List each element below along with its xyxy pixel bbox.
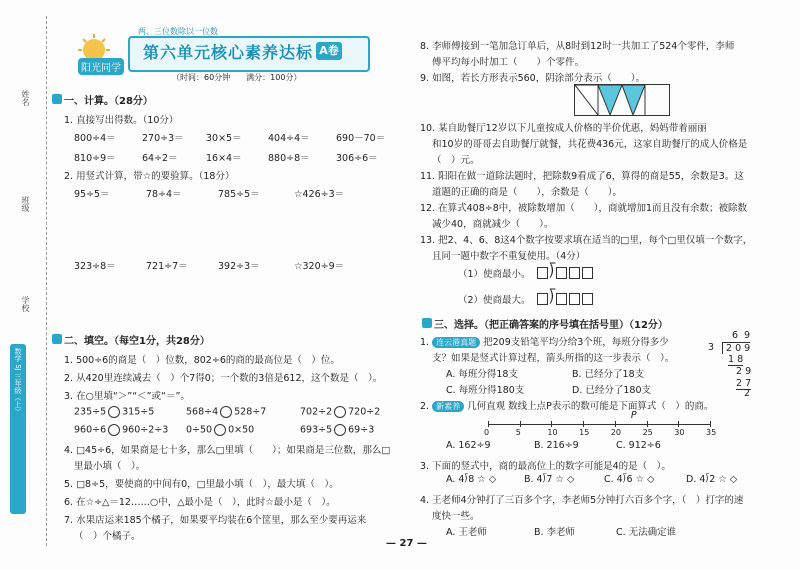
school-label: 学校 xyxy=(21,296,30,312)
calc-cell: 306÷6＝ xyxy=(336,153,378,164)
side-tag: 数学 SJ 三年级（上） xyxy=(10,344,26,514)
axis-tick xyxy=(583,421,584,427)
option[interactable]: B. 216÷9 xyxy=(534,440,579,451)
calc-cell: 785÷5＝ xyxy=(218,189,260,200)
number-line xyxy=(484,410,717,440)
source-tag: 连云港真题 xyxy=(432,337,480,348)
section3-header: 三、选择。（把正确答案的序号填在括号里）（12分） xyxy=(434,320,668,331)
axis-tick-label: 25 xyxy=(642,428,653,437)
page-number: — 27 — xyxy=(386,538,427,549)
calc-cell: 270÷3＝ xyxy=(142,133,184,144)
option[interactable]: C. 无法确定谁 xyxy=(616,527,677,538)
axis-tick-label: 20 xyxy=(610,428,622,437)
s2-q1: 1. 500÷6的商是（ ）位数，802÷6的商的最高位是（ ）位。 xyxy=(64,355,340,366)
axis-tick-label: 0 xyxy=(484,428,490,437)
axis-tick-label: 15 xyxy=(579,428,590,437)
r-q10b: 和10岁的哥哥去自助餐厅就餐，共花费436元，这家自助餐厅的成人价格是 xyxy=(432,139,748,150)
version-badge: A卷 xyxy=(316,42,342,60)
page-title: 第六单元核心素养达标 xyxy=(143,43,314,62)
calc-cell: 810÷9＝ xyxy=(74,153,116,164)
s2-q3: 3. 在○里填“＞”“＜”或“＝”。 xyxy=(64,391,190,402)
s2-q7b: （ ）个橘子。 xyxy=(74,531,141,542)
r-q8b: 傅平均每小时加工（ ）个零件。 xyxy=(432,57,585,68)
s3-q1a: 1. 连云港真题 把209支铅笔平均分给3个班，每班分得多少 xyxy=(420,337,669,348)
compare-item: 0÷50 0×50 xyxy=(186,424,255,436)
compare-circle[interactable] xyxy=(220,406,232,418)
option[interactable]: D. 已经分了180支 xyxy=(572,385,651,396)
compare-item: 693÷5 69÷3 xyxy=(300,424,375,436)
source-tag: 新素养 xyxy=(432,401,464,412)
section-icon xyxy=(422,318,432,328)
class-label: 班级 xyxy=(21,196,30,212)
compare-circle[interactable] xyxy=(108,424,120,436)
r-q13c1: （1）使商最小。 xyxy=(458,269,531,280)
s1-q2: 2. 用竖式计算，带☆的要验算。（18分） xyxy=(64,171,235,182)
division-boxes-max: ⟌ xyxy=(536,288,594,308)
option[interactable]: C. 4⟌6 ☆ ◇ xyxy=(604,474,655,485)
s2-q6: 6. 在☆÷△＝12……○中，△最小是（ ），此时☆最小是（ ）。 xyxy=(64,497,336,508)
s3-q2a: 2. 新素养 几何直观 数线上点P表示的数可能是下面算式（ ）的商。 xyxy=(420,401,714,412)
section2-header: 二、填空。（每空1分，共28分） xyxy=(64,336,210,347)
option[interactable]: A. 162÷9 xyxy=(446,440,491,451)
time-info: （时间：60分钟 满分：100分） xyxy=(172,73,302,82)
r-q11b: 道题的正确的商是（ ），余数是（ ）。 xyxy=(432,187,623,198)
axis-line xyxy=(488,424,710,425)
r-q10a: 10. 某自助餐厅12岁以下儿童按成人价格的半价优惠，妈妈带着丽丽 xyxy=(420,123,707,134)
calc-cell: 30×5＝ xyxy=(206,133,242,144)
rectangle-figure xyxy=(574,84,670,116)
s3-q4a: 4. 王老师4分钟打了三百多个字，李老师5分钟打六百多个字，（ ）打字的速 xyxy=(420,495,744,506)
long-division-figure: 6 9 3 2 0 9 1 8 2 9 2 7 2 xyxy=(708,330,752,399)
section-icon xyxy=(52,334,62,344)
calc-cell: 690－70＝ xyxy=(336,133,386,144)
s3-q4b: 度快一些。 xyxy=(432,511,480,522)
section1-header: 一、计算。（28分） xyxy=(64,96,153,107)
axis-tick xyxy=(488,421,489,427)
calc-cell: ☆320÷9＝ xyxy=(294,261,345,272)
r-q12b: 减少40，商就减少（ ）。 xyxy=(432,219,554,230)
calc-cell: 78÷4＝ xyxy=(146,189,182,200)
r-q13b: 且同一题中数字不重复使用。（4分） xyxy=(432,251,586,262)
compare-circle[interactable] xyxy=(214,424,226,436)
compare-item: 960÷6 960÷2÷3 xyxy=(74,424,169,436)
calc-cell: 95÷5＝ xyxy=(74,189,110,200)
compare-item: 568÷4 528÷7 xyxy=(186,406,267,418)
axis-tick xyxy=(520,421,521,427)
cut-line xyxy=(46,16,47,546)
section-icon xyxy=(52,94,62,104)
option[interactable]: D. 4⟌2 ☆ ◇ xyxy=(686,474,738,485)
logo xyxy=(64,34,128,74)
calc-cell: 323÷8＝ xyxy=(74,261,116,272)
compare-circle[interactable] xyxy=(334,424,346,436)
point-p-label: P xyxy=(630,410,637,421)
unit-label: 两、三位数除以一位数 xyxy=(138,27,218,36)
option[interactable]: B. 李老师 xyxy=(534,527,576,538)
r-q13c2: （2）使商最大。 xyxy=(458,295,531,306)
name-label: 姓名 xyxy=(21,90,30,106)
compare-item: 702÷2 720÷2 xyxy=(300,406,381,418)
axis-tick-label: 5 xyxy=(515,428,521,437)
axis-tick xyxy=(678,421,679,427)
r-q8a: 8. 李师傅接到一笔加急订单后，从8时到12时一共加工了524个零件，李师 xyxy=(420,41,735,52)
option[interactable]: A. 4⟌8 ☆ ◇ xyxy=(446,474,497,485)
shaded-triangles xyxy=(575,85,669,115)
r-q9: 9. 如图，若长方形表示560，阴涂部分表示（ ）。 xyxy=(420,73,645,84)
calc-cell: 64÷2＝ xyxy=(142,153,178,164)
s2-q4b: 里最小填（ ）。 xyxy=(74,461,146,472)
logo-text: 阳光同学 xyxy=(78,58,124,75)
axis-tick xyxy=(615,421,616,427)
s2-q7a: 7. 水果店运来185个橘子，如果要平均装在6个筐里，那么至少要再运来 xyxy=(64,515,367,526)
calc-cell: 404÷4＝ xyxy=(268,133,310,144)
r-q12a: 12. 在算式408÷8中，被除数增加（ ），商就增加1而且没有余数；被除数 xyxy=(420,203,748,214)
option[interactable]: B. 4⟌7 ☆ ◇ xyxy=(524,474,575,485)
calc-cell: 392÷3＝ xyxy=(218,261,260,272)
axis-tick-label: 30 xyxy=(674,428,685,437)
option[interactable]: B. 已经分了18支 xyxy=(572,369,645,380)
option[interactable]: C. 每班分得180支 xyxy=(446,385,525,396)
calc-cell: 800÷4＝ xyxy=(74,133,116,144)
r-q10c: （ ）元。 xyxy=(432,155,480,166)
axis-tick xyxy=(710,421,711,427)
s2-q4a: 4. □45÷6，如果商是七十多，那么□里填（ ）；如果商是三位数，那么□ xyxy=(64,445,391,456)
calc-cell: ☆426÷3＝ xyxy=(294,189,345,200)
axis-tick-label: 35 xyxy=(706,428,717,437)
compare-circle[interactable] xyxy=(334,406,346,418)
s2-q5: 5. □8÷5，要使商的中间有0，□里最小填（ ），最大填（ ）。 xyxy=(64,479,339,490)
s3-q1b: 支？如果是竖式计算过程，箭头所指的这一步表示（ ）。 xyxy=(432,353,675,364)
calc-cell: 16×4＝ xyxy=(206,153,242,164)
s3-q3: 3. 下面的竖式中，商的最高位上的数字可能是4的是（ ）。 xyxy=(420,461,671,472)
option[interactable]: A. 王老师 xyxy=(446,527,487,538)
s1-q1: 1. 直接写出得数。（10分） xyxy=(64,115,179,126)
r-q13a: 13. 把2、4、6、8这4个数字按要求填在适当的□里，每个□里仅填一个数字， xyxy=(420,235,753,246)
axis-tick xyxy=(551,421,552,427)
option[interactable]: A. 每班分得18支 xyxy=(446,369,518,380)
option[interactable]: C. 912÷6 xyxy=(616,440,661,451)
calc-cell: 880÷8＝ xyxy=(268,153,310,164)
compare-item: 235÷5 315÷5 xyxy=(74,406,155,418)
axis-tick xyxy=(647,421,648,427)
calc-cell: 721÷7＝ xyxy=(146,261,188,272)
compare-circle[interactable] xyxy=(108,406,120,418)
axis-tick-label: 10 xyxy=(547,428,558,437)
division-boxes-min: ⟌ xyxy=(536,262,594,282)
r-q11a: 11. 阳阳在做一道除法题时，把除数9看成了6，算得的商是55，余数是3。这 xyxy=(420,171,744,182)
s2-q2: 2. 从420里连续减去（ ）个7得0；一个数的3倍是612，这个数是（ ）。 xyxy=(64,373,383,384)
